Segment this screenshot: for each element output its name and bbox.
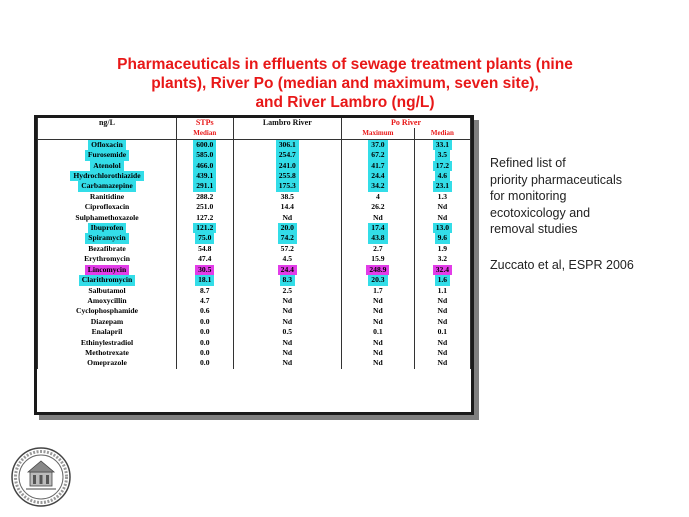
cell-po-median-text: 1.1 [437,285,448,295]
cell-lambro [233,358,342,368]
cell-stps-text: 0.0 [200,358,210,368]
table-row [38,327,471,337]
cell-po-median-text: Nd [437,212,448,222]
table-row [38,306,471,316]
cell-drug-text: Atenolol [90,161,123,171]
cell-stps [177,139,234,150]
table-row [38,286,471,296]
cell-lambro-text: Nd [282,337,293,347]
cell-drug [38,265,177,275]
table-header-row [38,118,471,128]
cell-stps [177,202,234,212]
cell-lambro-text: 4.5 [282,254,293,264]
table-row [38,265,471,275]
cell-lambro [233,223,342,233]
cell-lambro-text: 8.3 [280,275,296,285]
table-row [38,338,471,348]
cell-drug [38,286,177,296]
cell-stps [177,296,234,306]
cell-lambro-text: 24.4 [278,265,297,275]
cell-po-median [414,161,470,171]
cell-po-median [414,150,470,160]
cell-stps-text: 0.0 [200,347,210,357]
table-row [38,150,471,160]
cell-po-median [414,338,470,348]
cell-po-max [342,286,415,296]
cell-lambro [233,161,342,171]
side-note [490,155,689,238]
side-note-line-4: ecotoxicology and [490,205,591,220]
cell-drug [38,317,177,327]
cell-drug [38,233,177,243]
table-body [38,139,471,368]
cell-po-max-text: 17.4 [368,223,387,233]
cell-po-median-text: 9.6 [435,233,451,243]
table-row [38,171,471,181]
cell-po-max [342,275,415,285]
cell-drug [38,348,177,358]
cell-stps-text: 8.7 [200,285,210,295]
cell-po-max [342,171,415,181]
cell-po-max-text: 15.9 [371,254,385,264]
cell-po-max [342,296,415,306]
cell-po-max [342,139,415,150]
cell-drug [38,171,177,181]
cell-po-max [342,358,415,368]
cell-lambro-text: Nd [282,358,293,368]
cell-po-max-text: 34.2 [368,181,387,191]
cell-po-median [414,348,470,358]
subheader-lambro [233,128,342,139]
cell-stps-text: 288.2 [196,191,214,201]
cell-lambro [233,202,342,212]
cell-stps [177,244,234,254]
cell-stps-text: 121.2 [193,223,216,233]
cell-po-max [342,233,415,243]
table-subheader-row [38,128,471,139]
cell-drug [38,338,177,348]
cell-drug [38,275,177,285]
cell-stps [177,150,234,160]
cell-stps-text: 47.4 [198,254,212,264]
header-unit: ng/L [38,118,177,128]
cell-drug [38,150,177,160]
cell-stps-text: 0.0 [200,337,210,347]
cell-po-max-text: 1.7 [373,285,383,295]
cell-lambro [233,139,342,150]
cell-drug [38,192,177,202]
cell-po-max [342,192,415,202]
table-row [38,161,471,171]
header-po: Po River [342,118,471,128]
cell-po-max-text: 67.2 [368,150,387,160]
table-row [38,317,471,327]
cell-po-median [414,171,470,181]
cell-stps [177,286,234,296]
cell-po-max [342,150,415,160]
cell-lambro-text: 241.0 [276,161,299,171]
cell-lambro-text: 74.2 [278,233,297,243]
cell-lambro-text: 0.5 [282,327,293,337]
cell-drug [38,306,177,316]
cell-po-median [414,181,470,191]
cell-lambro-text: Nd [282,295,293,305]
cell-stps-text: 600.0 [193,140,216,150]
cell-po-median-text: Nd [437,316,448,326]
cell-drug [38,139,177,150]
cell-po-median [414,233,470,243]
cell-po-max [342,223,415,233]
cell-po-max-text: 2.7 [373,243,383,253]
subheader-po-median: Median [414,128,470,139]
cell-po-max-text: 0.1 [373,327,383,337]
cell-drug [38,181,177,191]
cell-lambro [233,150,342,160]
cell-po-median [414,327,470,337]
cell-drug-text: Ciprofloxacin [84,202,130,212]
cell-drug [38,223,177,233]
cell-drug-text: Furosemide [85,150,129,160]
table-row [38,181,471,191]
cell-drug [38,254,177,264]
cell-drug-text: Lincomycin [85,265,129,275]
table-row [38,139,471,150]
cell-lambro [233,286,342,296]
cell-lambro-text: 306.1 [276,140,299,150]
cell-stps [177,192,234,202]
cell-po-median-text: Nd [437,306,448,316]
cell-po-max [342,254,415,264]
table-row [38,202,471,212]
cell-lambro [233,244,342,254]
cell-stps-text: 54.8 [198,243,212,253]
cell-po-median [414,213,470,223]
cell-lambro-text: Nd [282,306,293,316]
cell-lambro [233,265,342,275]
cell-stps-text: 439.1 [193,171,216,181]
cell-po-median-text: 33.1 [433,140,452,150]
table-row [38,296,471,306]
cell-stps [177,223,234,233]
cell-po-median [414,192,470,202]
cell-po-median-text: Nd [437,337,448,347]
title-line-1: Pharmaceuticals in effluents of sewage treatment plants (nine [117,56,573,73]
cell-po-median-text: 23.1 [433,181,452,191]
cell-lambro [233,233,342,243]
citation: Zuccato et al, ESPR 2006 [490,258,634,272]
cell-lambro-text: 14.4 [280,202,294,212]
cell-stps-text: 127.2 [196,212,214,222]
cell-po-max [342,306,415,316]
cell-po-max [342,181,415,191]
table-row [38,358,471,368]
cell-po-median-text: 3.2 [437,254,448,264]
cell-stps [177,338,234,348]
cell-lambro-text: 254.7 [276,150,299,160]
cell-lambro [233,275,342,285]
cell-po-median [414,286,470,296]
cell-po-max-text: Nd [373,316,383,326]
cell-po-median-text: Nd [437,358,448,368]
cell-po-median-text: Nd [437,347,448,357]
cell-stps-text: 251.0 [196,202,214,212]
cell-drug-text: Omeprazole [87,358,127,368]
cell-lambro [233,348,342,358]
cell-po-median-text: 13.0 [433,223,452,233]
cell-stps-text: 0.6 [200,306,210,316]
cell-po-median-text: Nd [437,202,448,212]
table-row [38,213,471,223]
cell-po-max [342,244,415,254]
cell-stps [177,254,234,264]
cell-po-max-text: 24.4 [368,171,387,181]
cell-po-median [414,254,470,264]
cell-po-median [414,306,470,316]
cell-stps [177,233,234,243]
cell-po-max-text: 41.7 [368,161,387,171]
cell-drug [38,296,177,306]
cell-drug-text: Ibuprofen [88,223,127,233]
cell-lambro-text: 57.2 [280,243,294,253]
cell-drug-text: Spiramycin [85,233,129,243]
cell-po-median [414,202,470,212]
cell-drug-text: Clarithromycin [79,275,135,285]
table-row [38,348,471,358]
cell-po-median [414,265,470,275]
cell-drug [38,327,177,337]
cell-drug [38,358,177,368]
cell-stps-text: 466.0 [193,161,216,171]
cell-lambro [233,254,342,264]
cell-drug [38,161,177,171]
cell-drug-text: Cyclophosphamide [75,306,139,316]
header-stps: STPs [177,118,234,128]
cell-lambro [233,181,342,191]
cell-lambro [233,296,342,306]
side-note-line-1: Refined list of [490,156,566,170]
cell-po-max-text: Nd [373,347,383,357]
cell-lambro [233,317,342,327]
cell-lambro [233,192,342,202]
cell-po-max [342,213,415,223]
cell-po-median [414,296,470,306]
cell-po-median-text: 17.2 [433,161,452,171]
cell-lambro [233,327,342,337]
cell-stps [177,275,234,285]
cell-po-max [342,338,415,348]
cell-stps-text: 585.0 [193,150,216,160]
cell-po-median-text: 1.6 [435,275,451,285]
table-row [38,192,471,202]
pharma-table [37,118,471,369]
header-lambro: Lambro River [233,118,342,128]
cell-lambro [233,306,342,316]
table-row [38,275,471,285]
cell-po-median-text: 3.5 [435,150,451,160]
cell-drug-text: Amoxycillin [87,295,127,305]
cell-stps [177,265,234,275]
cell-po-max-text: 248.9 [366,265,389,275]
cell-drug-text: Carbamazepine [78,181,135,191]
cell-stps [177,213,234,223]
cell-po-max-text: 20.3 [368,275,387,285]
university-seal-icon [10,446,72,508]
cell-po-max-text: Nd [373,337,383,347]
cell-lambro [233,171,342,181]
cell-lambro-text: Nd [282,212,293,222]
cell-po-max [342,317,415,327]
cell-po-median [414,244,470,254]
cell-po-median-text: 1.9 [437,243,448,253]
cell-lambro-text: Nd [282,316,293,326]
cell-drug [38,213,177,223]
cell-drug-text: Diazepam [90,316,124,326]
cell-stps [177,358,234,368]
cell-po-median-text: 32.4 [433,265,452,275]
cell-po-max-text: Nd [373,212,383,222]
cell-stps [177,161,234,171]
cell-lambro-text: 2.5 [282,285,293,295]
title-line-2: plants), River Po (median and maximum, seven site), [151,75,539,92]
cell-po-max [342,202,415,212]
cell-drug-text: Methotrexate [85,347,129,357]
cell-stps [177,327,234,337]
cell-stps [177,181,234,191]
subheader-po-max: Maximum [342,128,415,139]
cell-drug-text: Ofloxacin [88,140,126,150]
slide-title [70,55,620,112]
cell-lambro [233,338,342,348]
cell-lambro-text: 175.3 [276,181,299,191]
cell-stps-text: 0.0 [200,327,210,337]
cell-drug [38,244,177,254]
side-note-line-3: for monitoring [490,189,567,203]
cell-drug-text: Bezafibrate [88,243,126,253]
cell-po-median-text: 4.6 [435,171,451,181]
cell-drug-text: Ranitidine [89,191,125,201]
subheader-empty [38,128,177,139]
table-row [38,254,471,264]
cell-drug-text: Hydrochlorothiazide [70,171,143,181]
cell-stps-text: 4.7 [200,295,210,305]
cell-po-median [414,223,470,233]
cell-stps-text: 0.0 [200,316,210,326]
cell-stps-text: 18.1 [195,275,214,285]
cell-po-median-text: Nd [437,295,448,305]
cell-po-max-text: 26.2 [371,202,385,212]
cell-po-max [342,348,415,358]
cell-lambro-text: 38.5 [280,191,294,201]
subheader-stps: Median [177,128,234,139]
cell-po-median [414,358,470,368]
cell-drug-text: Salbutamol [88,285,126,295]
side-note-line-5: removal studies [490,222,578,236]
cell-stps [177,317,234,327]
cell-drug [38,202,177,212]
side-note-line-2: priority pharmaceuticals [490,172,622,187]
cell-po-max [342,265,415,275]
cell-stps-text: 75.0 [195,233,214,243]
cell-stps [177,306,234,316]
cell-lambro-text: 20.0 [278,223,297,233]
cell-stps-text: 291.1 [193,181,216,191]
cell-po-max-text: 43.8 [368,233,387,243]
pharma-table-frame [34,115,474,415]
cell-lambro-text: 255.8 [276,171,299,181]
cell-po-median-text: 1.3 [437,191,448,201]
cell-po-max [342,327,415,337]
table-row [38,233,471,243]
cell-po-max-text: 37.0 [368,140,387,150]
cell-lambro-text: Nd [282,347,293,357]
cell-stps [177,348,234,358]
cell-stps [177,171,234,181]
cell-po-max [342,161,415,171]
cell-drug-text: Erythromycin [84,254,130,264]
cell-po-max-text: Nd [373,306,383,316]
cell-po-max-text: Nd [373,295,383,305]
table-row [38,244,471,254]
cell-po-median [414,317,470,327]
cell-po-median [414,139,470,150]
cell-drug-text: Ethinylestradiol [80,337,134,347]
cell-po-median-text: 0.1 [437,327,448,337]
cell-stps-text: 30.5 [195,265,214,275]
cell-po-median [414,275,470,285]
title-line-3: and River Lambro (ng/L) [255,94,435,111]
cell-lambro [233,213,342,223]
cell-po-max-text: 4 [376,191,380,201]
cell-drug-text: Sulphamethoxazole [75,212,139,222]
cell-po-max-text: Nd [373,358,383,368]
cell-drug-text: Enalapril [91,327,123,337]
table-row [38,223,471,233]
